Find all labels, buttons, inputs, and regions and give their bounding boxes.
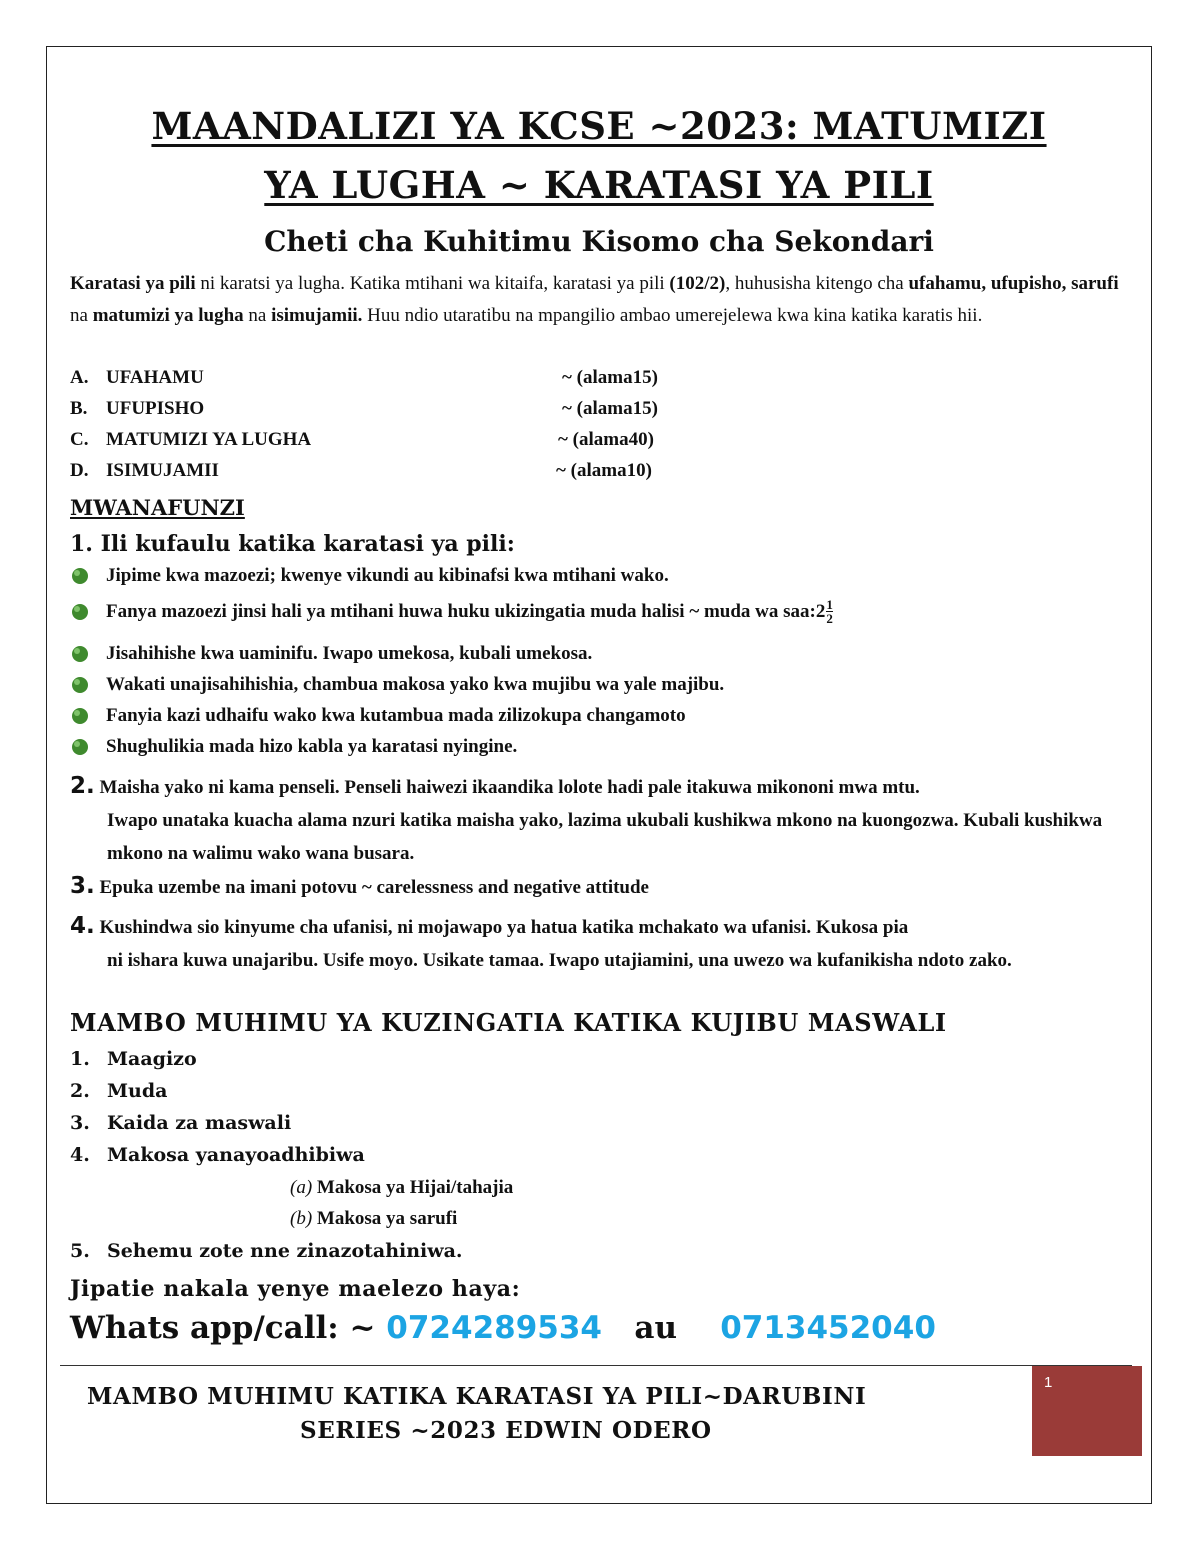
bullet-text: Fanya mazoezi jinsi hali ya mtihani huwa huku ukizingatia muda halisi ~ muda wa saa:2 xyxy=(106,600,826,622)
section-letter: C. xyxy=(70,429,89,450)
point-text-rest: ni ishara kuwa unajaribu. Usife moyo. Usikate tamaa. Iwapo utajiamini, una uwezo wa kufanikisha ndoto zako. xyxy=(107,950,1012,971)
list-item xyxy=(70,1144,365,1166)
page-number-box xyxy=(1032,1366,1142,1456)
intro-text-1: ni karatsi ya lugha. Katika mtihani wa kitaifa, karatasi ya pili xyxy=(195,273,670,294)
point-text-first: Maisha yako ni kama penseli. Penseli haiwezi ikaandika lolote hadi pale itakuwa mikononi mwa mtu. xyxy=(99,777,920,798)
sub-list-item xyxy=(290,1208,457,1230)
sub-text: Makosa ya Hijai/tahajia xyxy=(316,1177,514,1198)
list-item xyxy=(70,643,592,665)
contact-label: Whats app/call: ~ xyxy=(70,1310,387,1346)
list-item xyxy=(70,598,833,625)
title-line-2: YA LUGHA ~ KARATASI YA PILI xyxy=(264,163,934,207)
point-text-first: Epuka uzembe na imani potovu ~ carelessness and negative attitude xyxy=(99,877,649,898)
contact-line xyxy=(70,1310,936,1346)
green-bullet-icon xyxy=(70,706,90,726)
fraction-denominator: 2 xyxy=(826,611,833,626)
phone-number-1[interactable]: 0724289534 xyxy=(386,1310,602,1346)
sub-text: Makosa ya sarufi xyxy=(316,1208,458,1229)
intro-bold-5: isimujamii. xyxy=(271,305,363,326)
subtitle: Cheti cha Kuhitimu Kisomo cha Sekondari xyxy=(264,225,934,258)
bullet-text: Jisahihishe kwa uaminifu. Iwapo umekosa, kubali umekosa. xyxy=(106,643,593,664)
list-item xyxy=(70,1048,197,1070)
mambo-heading: MAMBO MUHIMU YA KUZINGATIA KATIKA KUJIBU MASWALI xyxy=(70,1008,947,1037)
green-bullet-icon xyxy=(70,675,90,695)
intro-bold-2: (102/2) xyxy=(669,273,726,294)
section-row xyxy=(70,460,219,482)
intro-paragraph xyxy=(70,268,1130,332)
list-item xyxy=(70,674,724,696)
list-number: 5. xyxy=(70,1240,90,1262)
list-item xyxy=(70,1240,463,1262)
footer-divider xyxy=(60,1365,1132,1366)
sub-list-item xyxy=(290,1177,513,1199)
sub-label: (b) xyxy=(290,1208,313,1229)
fraction-half xyxy=(826,598,833,625)
point-3 xyxy=(70,870,1130,904)
bullet-text: Fanyia kazi udhaifu wako kwa kutambua mada zilizokupa changamoto xyxy=(106,705,686,726)
intro-bold-4: matumizi ya lugha xyxy=(92,305,244,326)
point-text-rest: Iwapo unataka kuacha alama nzuri katika maisha yako, lazima ukubali kushikwa mkono na kuongozwa. Kubali kushikwa mkono na walimu wako wana busara. xyxy=(107,810,1103,864)
green-bullet-icon xyxy=(70,644,90,664)
section-row xyxy=(70,429,311,451)
section-letter: D. xyxy=(70,460,89,481)
intro-bold-3: ufahamu, ufupisho, sarufi xyxy=(908,273,1119,294)
sub-label: (a) xyxy=(290,1177,313,1198)
section-letter: A. xyxy=(70,367,89,388)
footer xyxy=(60,1380,1155,1448)
list-item xyxy=(70,705,686,727)
list-item xyxy=(70,565,669,587)
section-marks: ~ (alama10) xyxy=(556,460,652,481)
section-name: ISIMUJAMII xyxy=(106,460,219,481)
section-marks: ~ (alama15) xyxy=(562,367,658,388)
intro-text-3: na xyxy=(70,305,93,326)
jipatie-text: Jipatie nakala yenye maelezo haya: xyxy=(70,1276,521,1302)
bullet-text: Jipime kwa mazoezi; kwenye vikundi au kibinafsi kwa mtihani wako. xyxy=(106,565,669,586)
footer-line-2: SERIES ~2023 EDWIN ODERO xyxy=(300,1417,712,1444)
point-text-first: Kushindwa sio kinyume cha ufanisi, ni mojawapo ya hatua katika mchakato wa ufanisi. Kukosa pia xyxy=(99,917,909,938)
list-number: 4. xyxy=(70,1144,90,1166)
section-marks: ~ (alama40) xyxy=(558,429,654,450)
green-bullet-icon xyxy=(70,566,90,586)
section-name: UFUPISHO xyxy=(106,398,205,419)
fraction-numerator: 1 xyxy=(826,597,833,612)
point-number: 4. xyxy=(70,913,95,939)
bullet-text: Shughulikia mada hizo kabla ya karatasi nyingine. xyxy=(106,736,518,757)
point-number: 2. xyxy=(70,773,95,799)
section-row xyxy=(70,367,204,389)
list-text: Kaida za maswali xyxy=(107,1112,292,1134)
footer-line-1: MAMBO MUHIMU KATIKA KARATASI YA PILI~DARUBINI xyxy=(87,1383,867,1410)
list-text: Sehemu zote nne zinazotahiniwa. xyxy=(107,1240,463,1262)
intro-bold-1: Karatasi ya pili xyxy=(70,273,196,294)
point-1-heading: 1. Ili kufaulu katika karatasi ya pili: xyxy=(70,531,515,557)
point-4 xyxy=(70,910,1130,977)
title-line-1: MAANDALIZI YA KCSE ~2023: MATUMIZI xyxy=(151,104,1047,148)
mwanafunzi-heading: MWANAFUNZI xyxy=(70,495,245,520)
list-text: Muda xyxy=(107,1080,168,1102)
section-name: MATUMIZI YA LUGHA xyxy=(106,429,312,450)
list-item xyxy=(70,736,517,758)
section-name: UFAHAMU xyxy=(106,367,204,388)
green-bullet-icon xyxy=(70,602,90,622)
section-marks: ~ (alama15) xyxy=(562,398,658,419)
list-text: Makosa yanayoadhibiwa xyxy=(107,1144,365,1166)
point-2 xyxy=(70,770,1130,870)
list-item xyxy=(70,1080,167,1102)
intro-text-5: Huu ndio utaratibu na mpangilio ambao umerejelewa kwa kina katika karatis hii. xyxy=(362,305,983,326)
point-number: 3. xyxy=(70,873,95,899)
phone-number-2[interactable]: 0713452040 xyxy=(720,1310,936,1346)
green-bullet-icon xyxy=(70,737,90,757)
contact-separator: au xyxy=(634,1310,678,1346)
list-item xyxy=(70,1112,291,1134)
intro-text-4: na xyxy=(243,305,272,326)
page-number: 1 xyxy=(1044,1374,1053,1391)
list-number: 3. xyxy=(70,1112,90,1134)
section-row xyxy=(70,398,204,420)
list-text: Maagizo xyxy=(107,1048,197,1070)
intro-text-2: , huhusisha kitengo cha xyxy=(725,273,909,294)
list-number: 2. xyxy=(70,1080,90,1102)
section-letter: B. xyxy=(70,398,88,419)
bullet-text: Wakati unajisahihishia, chambua makosa yako kwa mujibu wa yale majibu. xyxy=(106,674,725,695)
list-number: 1. xyxy=(70,1048,90,1070)
